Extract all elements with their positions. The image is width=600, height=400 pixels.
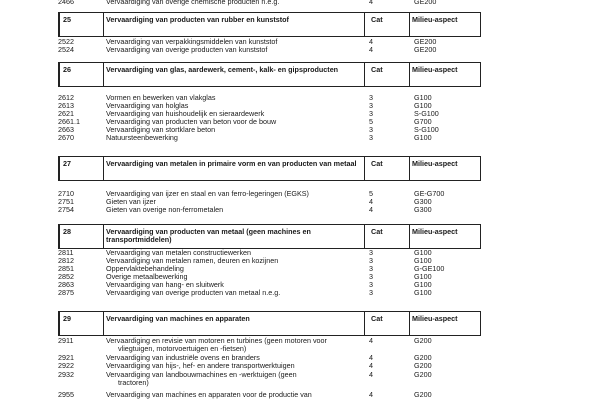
row-environment: GE200 <box>414 0 437 6</box>
row-description: Vervaardiging en revisie van motoren en turbines (geen motoren voor <box>106 337 327 345</box>
row-description: Vervaardiging van hijs-, hef- en andere transportwerktuigen <box>106 362 295 370</box>
row-environment: GE-G700 <box>414 189 445 198</box>
table-row <box>58 345 478 353</box>
row-environment: S-G100 <box>414 109 439 118</box>
row-description: Vervaardiging van landbouwmachines en -werktuigen (geen <box>106 371 297 379</box>
row-environment: G100 <box>414 93 432 102</box>
row-description: Vervaardiging van producten van beton voor de bouw <box>106 118 277 126</box>
section-code: 26 <box>63 65 71 74</box>
row-environment: G300 <box>414 205 432 214</box>
row-code: 2612 <box>58 93 74 102</box>
row-environment: G100 <box>414 280 432 289</box>
row-code: 2621 <box>58 109 74 118</box>
row-environment: G300 <box>414 197 432 206</box>
divider <box>103 157 104 180</box>
row-environment: G700 <box>414 117 432 126</box>
table-row <box>58 337 478 345</box>
row-environment: G100 <box>414 256 432 265</box>
table-row <box>58 134 478 142</box>
section-code: 28 <box>63 227 71 236</box>
row-category: 4 <box>369 336 373 345</box>
cat-header: Cat <box>368 13 410 36</box>
row-code: 2863 <box>58 280 74 289</box>
row-description: Oppervlaktebehandeling <box>106 265 184 273</box>
row-description: Vervaardiging van overige chemische producten n.e.g. <box>106 0 280 6</box>
row-description: Gieten van overige non-ferrometalen <box>106 206 224 214</box>
row-category: 3 <box>369 272 373 281</box>
row-environment: G200 <box>414 336 432 345</box>
row-environment: G100 <box>414 272 432 281</box>
row-code: 2811 <box>58 248 74 257</box>
row-category: 5 <box>369 189 373 198</box>
row-description: Vormen en bewerken van vlakglas <box>106 94 216 102</box>
divider <box>103 13 104 36</box>
row-category: 3 <box>369 101 373 110</box>
table-row <box>58 379 478 387</box>
row-code: 2911 <box>58 336 74 345</box>
cat-header: Cat <box>368 63 410 86</box>
environment-header: Milieu-aspect <box>412 227 458 236</box>
row-environment: G200 <box>414 390 432 399</box>
section-header <box>58 12 481 37</box>
row-category: 3 <box>369 125 373 134</box>
section-header <box>58 224 481 249</box>
row-category: 3 <box>369 256 373 265</box>
section-title: Vervaardiging van producten van metaal (geen machines en transportmiddelen) <box>106 227 311 244</box>
row-code: 2522 <box>58 37 74 46</box>
section-header <box>58 62 481 87</box>
row-category: 3 <box>369 288 373 297</box>
table-row <box>58 206 478 214</box>
row-code: 2466 <box>58 0 74 6</box>
row-environment: G100 <box>414 248 432 257</box>
cat-header: Cat <box>368 312 410 335</box>
row-description: Vervaardiging van machines en apparaten voor de productie van <box>106 391 312 399</box>
divider <box>103 63 104 86</box>
row-code: 2710 <box>58 189 74 198</box>
section-title: Vervaardiging van machines en apparaten <box>106 314 250 323</box>
row-category: 4 <box>369 37 373 46</box>
row-category: 3 <box>369 248 373 257</box>
row-code: 2663 <box>58 125 74 134</box>
row-description: Vervaardiging van overige producten van metaal n.e.g. <box>106 289 281 297</box>
row-category: 3 <box>369 93 373 102</box>
section-title: Vervaardiging van producten van rubber en kunststof <box>106 15 289 24</box>
table-row <box>58 371 478 379</box>
row-category: 4 <box>369 361 373 370</box>
row-code: 2670 <box>58 133 74 142</box>
row-environment: G100 <box>414 101 432 110</box>
row-code: 2932 <box>58 370 74 379</box>
section-title: Vervaardiging van metalen in primaire vorm en van producten van metaal <box>106 159 357 168</box>
section-title: Vervaardiging van glas, aardewerk, cement-, kalk- en gipsproducten <box>106 65 339 74</box>
row-category: 4 <box>369 353 373 362</box>
row-category: 4 <box>369 370 373 379</box>
row-description: Overige metaalbewerking <box>106 273 188 281</box>
section-header <box>58 311 481 336</box>
row-code: 2661.1 <box>58 117 80 126</box>
row-code: 2921 <box>58 353 74 362</box>
row-description: Vervaardiging van huishoudelijk en sieraardewerk <box>106 110 265 118</box>
divider <box>103 225 104 248</box>
row-code: 2852 <box>58 272 74 281</box>
row-category: 4 <box>369 197 373 206</box>
row-description: Vervaardiging van metalen ramen, deuren en kozijnen <box>106 257 279 265</box>
row-category: 4 <box>369 390 373 399</box>
row-code: 2875 <box>58 288 74 297</box>
row-code: 2955 <box>58 390 74 399</box>
row-code: 2754 <box>58 205 74 214</box>
row-category: 4 <box>369 0 373 6</box>
row-environment: G200 <box>414 361 432 370</box>
row-description: tractoren) <box>118 379 149 387</box>
row-description: vliegtuigen, motorvoertuigen en -fietsen) <box>118 345 247 353</box>
row-description: Vervaardiging van verpakkingsmiddelen van kunststof <box>106 38 278 46</box>
section-code: 29 <box>63 314 71 323</box>
row-description: Vervaardiging van overige producten van kunststof <box>106 46 268 54</box>
row-category: 4 <box>369 205 373 214</box>
row-environment: G100 <box>414 133 432 142</box>
section-header <box>58 156 481 181</box>
row-description: Natuursteenbewerking <box>106 134 178 142</box>
cat-header: Cat <box>368 157 410 180</box>
row-description: Vervaardiging van holglas <box>106 102 189 110</box>
row-environment: GE200 <box>414 37 437 46</box>
row-category: 3 <box>369 109 373 118</box>
row-environment: S-G100 <box>414 125 439 134</box>
section-code: 25 <box>63 15 71 24</box>
environment-header: Milieu-aspect <box>412 314 458 323</box>
table-row <box>58 391 478 399</box>
table-row <box>58 0 478 6</box>
row-environment: G-GE100 <box>414 264 445 273</box>
row-category: 3 <box>369 264 373 273</box>
row-code: 2751 <box>58 197 74 206</box>
table-row <box>58 46 478 54</box>
environment-header: Milieu-aspect <box>412 15 458 24</box>
environment-header: Milieu-aspect <box>412 159 458 168</box>
row-description: Vervaardiging van ijzer en staal en van ferro-legeringen (EGKS) <box>106 190 309 198</box>
row-environment: G100 <box>414 288 432 297</box>
table-row <box>58 289 478 297</box>
row-description: Vervaardiging van industriële ovens en branders <box>106 354 260 362</box>
row-description: Gieten van ijzer <box>106 198 156 206</box>
cat-header: Cat <box>368 225 410 248</box>
row-code: 2851 <box>58 264 74 273</box>
environment-header: Milieu-aspect <box>412 65 458 74</box>
row-code: 2922 <box>58 361 74 370</box>
row-code: 2613 <box>58 101 74 110</box>
section-code: 27 <box>63 159 71 168</box>
row-description: Vervaardiging van stortklare beton <box>106 126 216 134</box>
row-description: Vervaardiging van hang- en sluitwerk <box>106 281 224 289</box>
row-environment: G200 <box>414 353 432 362</box>
table-row <box>58 362 478 370</box>
row-environment: G200 <box>414 370 432 379</box>
row-category: 5 <box>369 117 373 126</box>
divider <box>103 312 104 335</box>
row-category: 4 <box>369 45 373 54</box>
row-description: Vervaardiging van metalen constructiewerken <box>106 249 252 257</box>
row-code: 2812 <box>58 256 74 265</box>
row-category: 3 <box>369 280 373 289</box>
row-code: 2524 <box>58 45 74 54</box>
row-environment: GE200 <box>414 45 437 54</box>
row-category: 3 <box>369 133 373 142</box>
